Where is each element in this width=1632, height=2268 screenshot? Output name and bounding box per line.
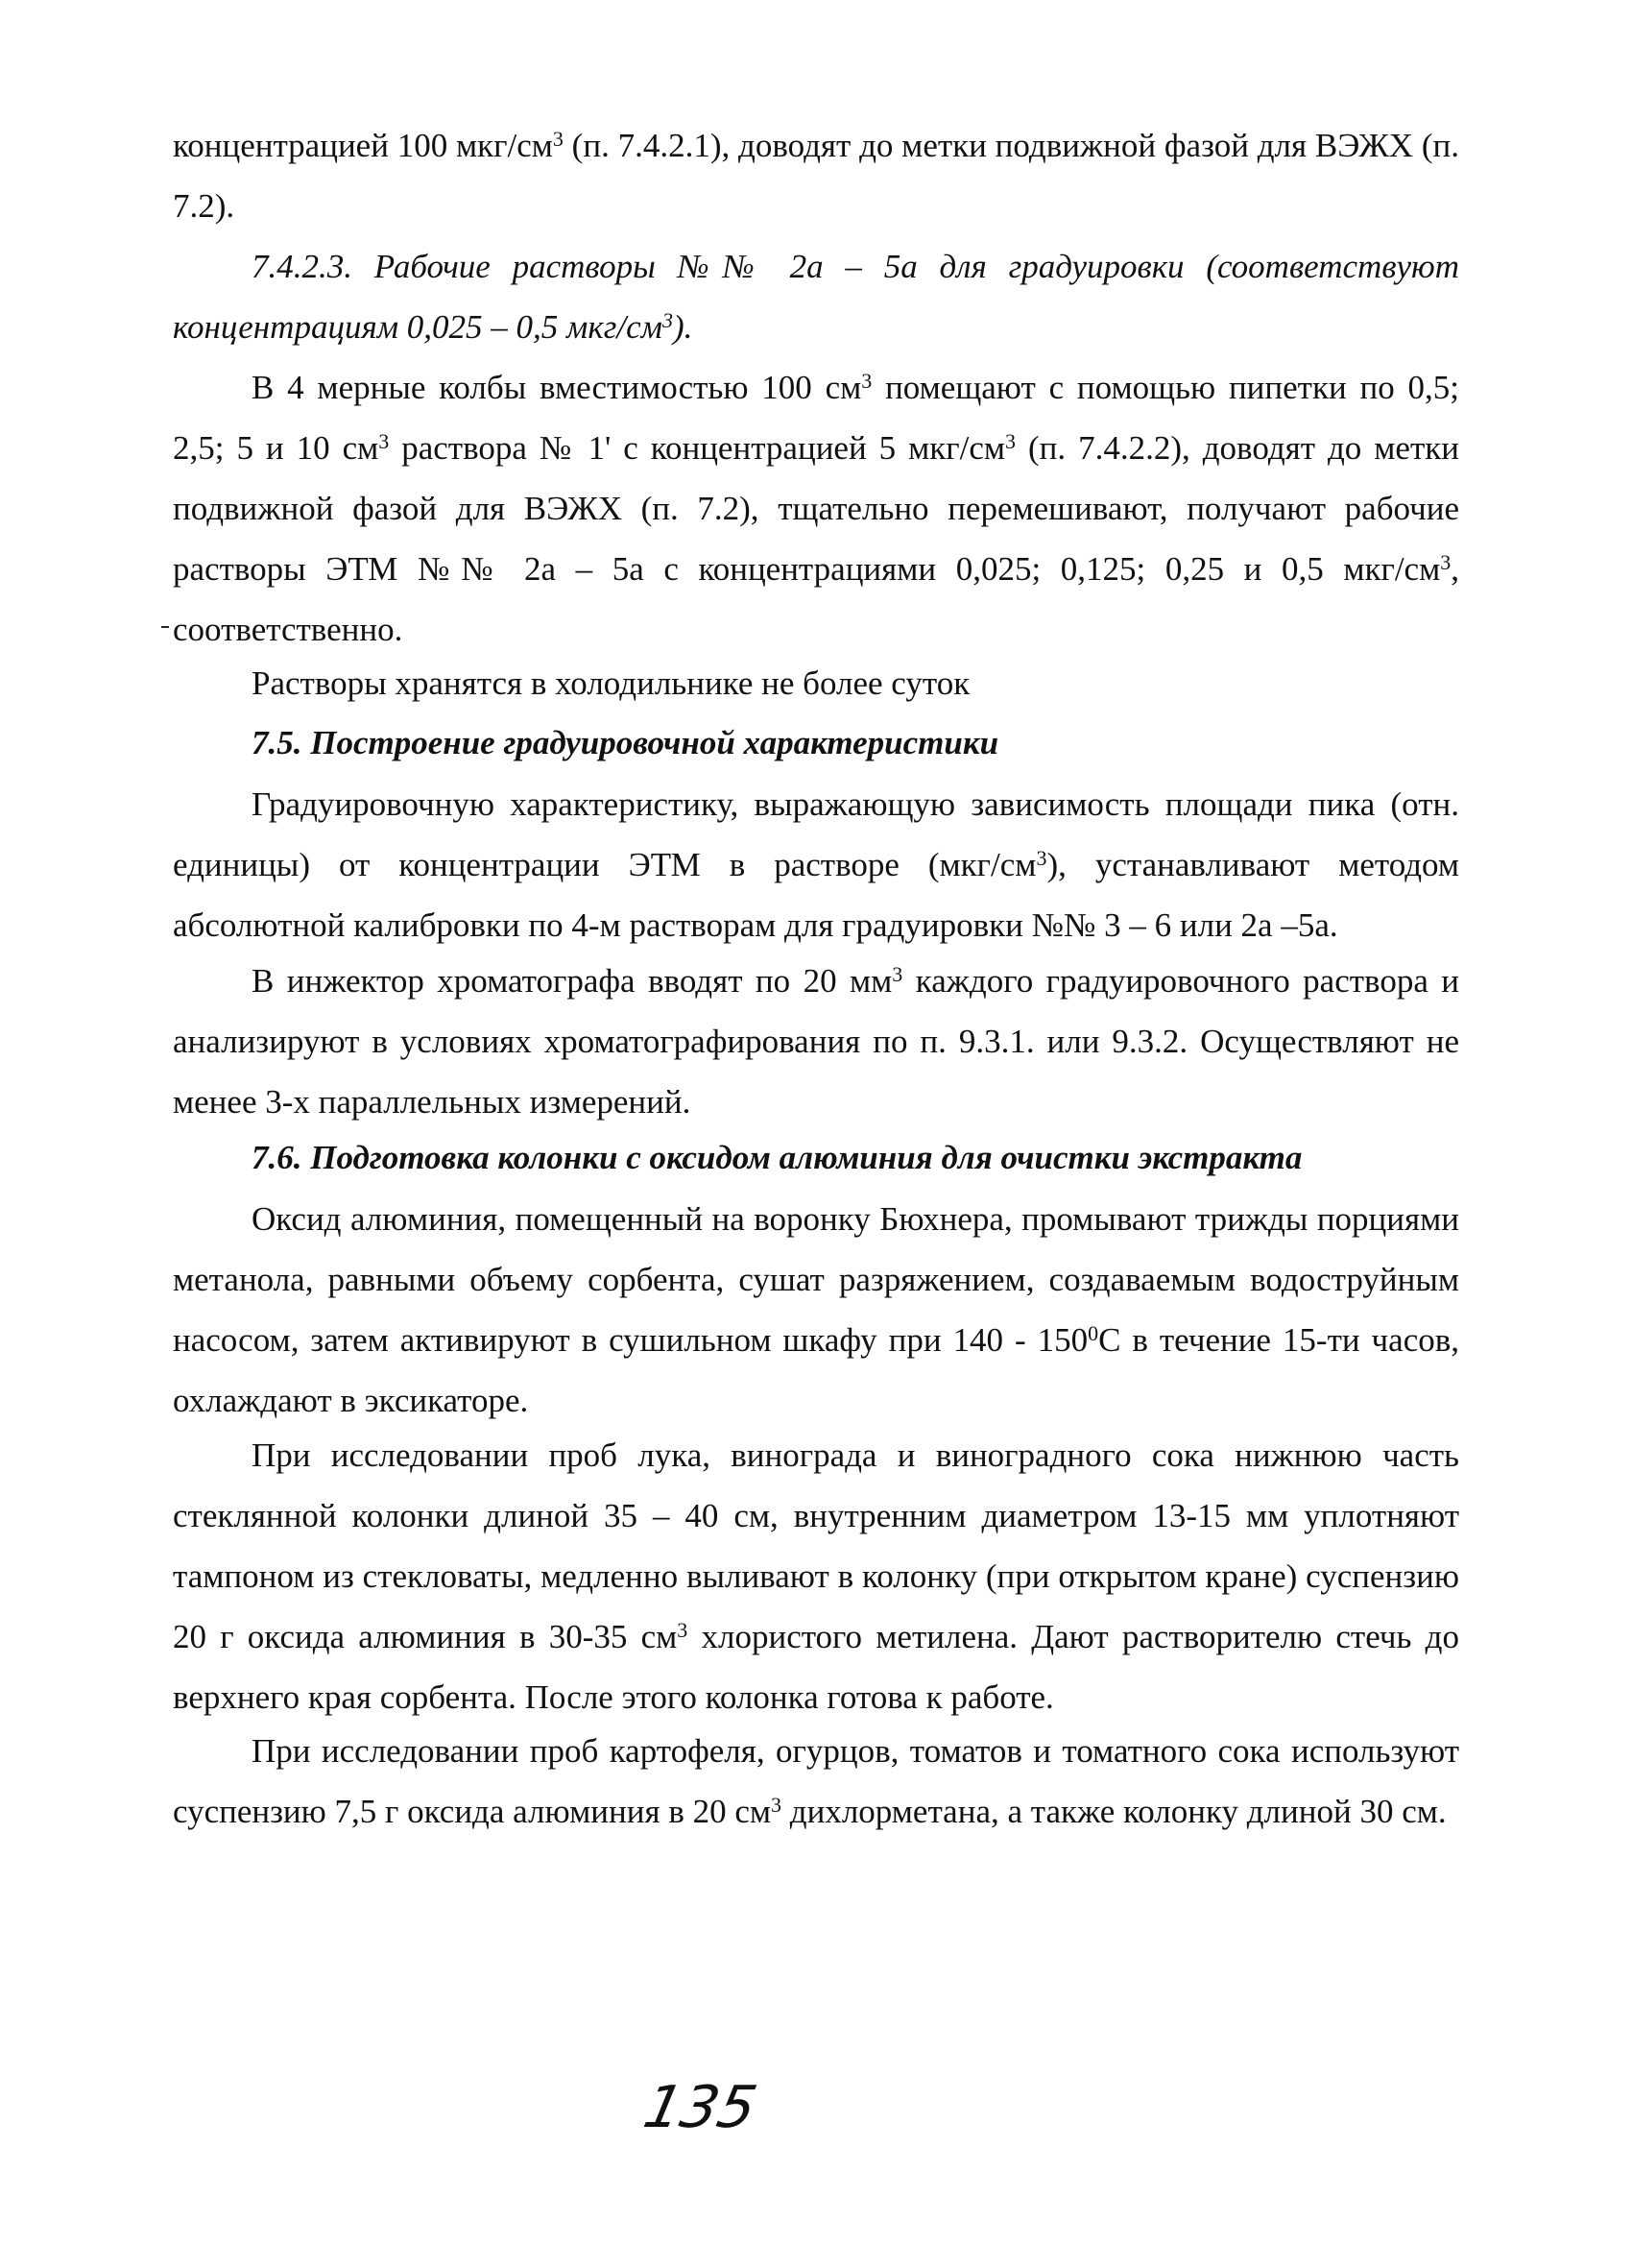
text: Градуировочную характеристику, выражающую зависимость площади пика (отн. единицы) от концентрации ЭТМ в растворе (мкг/см xyxy=(173,785,1459,883)
text: С в течение 15-ти часов, охлаждают в эксикаторе. xyxy=(173,1321,1459,1419)
text: 7.4.2.3. Рабочие растворы №№ 2а – 5а для градуировки (соответствуют концентрациям 0,025 – 0,5 мкг/см xyxy=(173,248,1459,346)
superscript: 3 xyxy=(771,1793,782,1817)
paragraph-injector xyxy=(173,951,1459,1132)
paragraph-continuation xyxy=(173,115,1459,236)
text: , соответственно. xyxy=(173,550,1459,648)
text: дихлорметана, а также колонку длиной 30 см. xyxy=(781,1793,1447,1830)
text: (п. 7.4.2.2), доводят до метки подвижной фазой для ВЭЖХ (п. 7.2), тщательно перемешивают, получают рабочие растворы ЭТМ №№ 2а – 5а с концентрациями 0,025; 0,125; 0,25 и 0,5 мкг/см xyxy=(173,429,1459,588)
section-7-4-2-3-heading xyxy=(173,236,1459,357)
superscript: 3 xyxy=(892,962,903,986)
text: 7.5. Построение градуировочной характеристики xyxy=(252,724,999,761)
text: При исследовании проб лука, винограда и виноградного сока нижнюю часть стеклянной колонки длиной 35 – 40 см, внутренним диаметром 13-15 мм уплотняют тампоном из стекловаты, медленно выливают в колонку (при открытом кране) суспензию 20 г оксида алюминия в 30-35 см xyxy=(173,1436,1459,1655)
superscript: 3 xyxy=(378,429,390,453)
text: В инжектор хроматографа вводят по 20 мм xyxy=(252,962,893,1000)
superscript: 3 xyxy=(552,127,564,151)
text: При исследовании проб картофеля, огурцов, томатов и томатного сока используют суспензию 7,5 г оксида алюминия в 20 см xyxy=(173,1732,1459,1830)
text: Растворы хранятся в холодильнике не более суток xyxy=(252,664,971,702)
section-7-6-heading xyxy=(173,1127,1459,1188)
superscript: 3 xyxy=(1036,846,1047,870)
text: ), устанавливают методом абсолютной калибровки по 4-м растворам для градуировки №№ 3 – 6 или 2а –5а. xyxy=(173,846,1459,944)
paragraph-storage xyxy=(173,653,1459,713)
text: ). xyxy=(673,308,693,346)
text: хлористого метилена. Дают растворителю стечь до верхнего края сорбента. После этого колонка готова к работе. xyxy=(173,1618,1459,1716)
text: (п. 7.4.2.1), доводят до метки подвижной фазой для ВЭЖХ (п. 7.2). xyxy=(173,127,1459,225)
superscript: 3 xyxy=(1005,429,1017,453)
superscript: 3 xyxy=(662,308,674,332)
text: каждого градуировочного раствора и анализируют в условиях хроматографирования по п. 9.3.1. или 9.3.2. Осуществляют не менее 3-х параллельных измерений. xyxy=(173,962,1459,1121)
superscript: 3 xyxy=(1440,550,1452,574)
text: Оксид алюминия, помещенный на воронку Бюхнера, промывают трижды порциями метанола, равными объему сорбента, сушат разряжением, создаваемым водоструйным насосом, затем активируют в сушильном шкафу при 140 - 150 xyxy=(173,1200,1459,1359)
superscript: 0 xyxy=(1088,1321,1099,1345)
text: помещают с помощью пипетки по 0,5; 2,5; 5 и 10 см xyxy=(173,369,1459,467)
handwritten-page-number: 135 xyxy=(637,2074,762,2141)
paragraph-onion-grape xyxy=(173,1425,1459,1727)
superscript: 3 xyxy=(861,369,873,393)
paragraph-working-solutions xyxy=(173,357,1459,660)
paragraph-calibration xyxy=(173,774,1459,955)
paragraph-potato-tomato xyxy=(173,1721,1459,1842)
section-7-5-heading xyxy=(173,712,1459,773)
text: раствора № 1' с концентрацией 5 мкг/см xyxy=(389,429,1006,467)
text: концентрацией 100 мкг/см xyxy=(173,127,553,164)
text: 7.6. Подготовка колонки с оксидом алюминия для очистки экстракта xyxy=(252,1139,1303,1176)
scan-mark xyxy=(161,626,169,628)
paragraph-alumina-oxide xyxy=(173,1189,1459,1431)
text: В 4 мерные колбы вместимостью 100 см xyxy=(252,369,862,406)
superscript: 3 xyxy=(677,1618,688,1642)
